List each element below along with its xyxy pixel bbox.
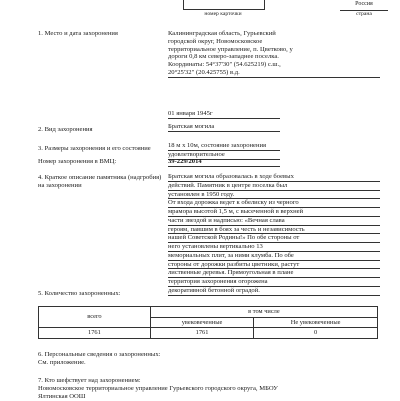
section-4-label bbox=[38, 174, 166, 190]
patron-line: Новомосковское территориальное управление Гурьевского городского округа, МБОУ bbox=[38, 385, 278, 392]
patron-line: Ялтинская ООШ bbox=[38, 392, 86, 400]
description-line: лиственные деревья. Прямоугольная в плане bbox=[168, 269, 380, 278]
vmc-number bbox=[168, 158, 280, 167]
description-line: героям, павшим в боях за честь и независимость bbox=[168, 226, 380, 235]
burial-size-line: удовлетворительное bbox=[168, 151, 280, 160]
patron-value bbox=[38, 385, 388, 401]
table-row bbox=[39, 307, 378, 318]
section-3-label: 3. Размеры захоронения и его состояние bbox=[38, 145, 151, 152]
description-line: установлен в 1950 году. bbox=[168, 191, 380, 200]
table-row bbox=[39, 328, 378, 339]
personal-info-value: См. приложение. bbox=[38, 359, 86, 366]
location-line: дороги 0,8 км северо-западнее поселка. bbox=[168, 53, 279, 61]
burial-size bbox=[168, 142, 280, 160]
card-number-label: номер карточки bbox=[204, 11, 242, 17]
description-line: От входа дорожка ведет к обелиску из черного bbox=[168, 199, 380, 208]
description-line: части звездой и надписью: «Вечная слава bbox=[168, 217, 380, 226]
section-1-location bbox=[168, 30, 380, 78]
description-line: нашей Советской Родины!» По обе стороны от bbox=[168, 234, 380, 243]
burials-count-table bbox=[38, 306, 378, 339]
col-total-header: всего bbox=[39, 307, 151, 328]
section-1-label: 1. Место и дата захоронения bbox=[38, 30, 118, 37]
section-2-label: 2. Вид захоронения bbox=[38, 126, 93, 133]
description-line: декоративной бетонной оградой. bbox=[168, 287, 380, 296]
col-unknown-header: Не увековеченные bbox=[254, 317, 378, 328]
location-line: Калининградская область, Гурьевский bbox=[168, 30, 276, 37]
burial-type-value: Братская могила bbox=[168, 123, 280, 132]
location-line: 20°25'32" (20.425755) в.д. bbox=[168, 69, 380, 78]
location-line: городской округ, Новомосковское bbox=[168, 37, 263, 45]
description-line: него установлены вертикально 13 bbox=[168, 243, 380, 252]
burial-date bbox=[168, 110, 280, 119]
country-value: Россия bbox=[355, 1, 373, 7]
description-line: стороны от дорожки разбиты цветники, растут bbox=[168, 261, 380, 270]
country-label: страна bbox=[356, 11, 372, 17]
col-group-header: в том числе bbox=[150, 307, 377, 318]
burial-date-value: 01 января 1945г bbox=[168, 110, 280, 119]
section-7-label: 7. Кто шефствует над захоронением: bbox=[38, 377, 141, 384]
location-line: территориальное управление, п. Цветково, у bbox=[168, 45, 293, 53]
known-cell: 1761 bbox=[150, 328, 253, 339]
col-known-header: увековеченные bbox=[150, 317, 253, 328]
section-4-label-line: на захоронении bbox=[38, 181, 82, 189]
description-line: действий. Памятник в центре поселка был bbox=[168, 182, 380, 191]
burial-size-line: 18 м х 10м, состояние захоронения bbox=[168, 142, 280, 151]
description-line: Братская могила образовалась в ходе боевых bbox=[168, 173, 380, 182]
vmc-number-value: 39-229/2014 bbox=[168, 158, 280, 167]
card-number-field bbox=[183, 0, 265, 10]
description-line: территория захоронения огорожена bbox=[168, 278, 380, 287]
description-line: мемориальных плит, за ними клумба. По обе bbox=[168, 252, 380, 261]
location-line: Координаты: 54°37'30" (54.625219) с.ш., bbox=[168, 61, 281, 69]
section-6-label: 6. Персональные сведения о захороненных: bbox=[38, 351, 161, 358]
unknown-cell: 0 bbox=[254, 328, 378, 339]
section-4-label-line: 4. Краткое описание памятника (надгробия) bbox=[38, 174, 162, 181]
description-line: мрамора высотой 1,5 м, с высеченной в верхней bbox=[168, 208, 380, 217]
total-cell: 1761 bbox=[39, 328, 151, 339]
vmc-number-label: Номер захоронения в ВМЦ: bbox=[38, 158, 117, 165]
section-5-label: 5. Количество захороненных: bbox=[38, 290, 121, 297]
monument-description bbox=[168, 173, 380, 296]
burial-type bbox=[168, 123, 280, 132]
